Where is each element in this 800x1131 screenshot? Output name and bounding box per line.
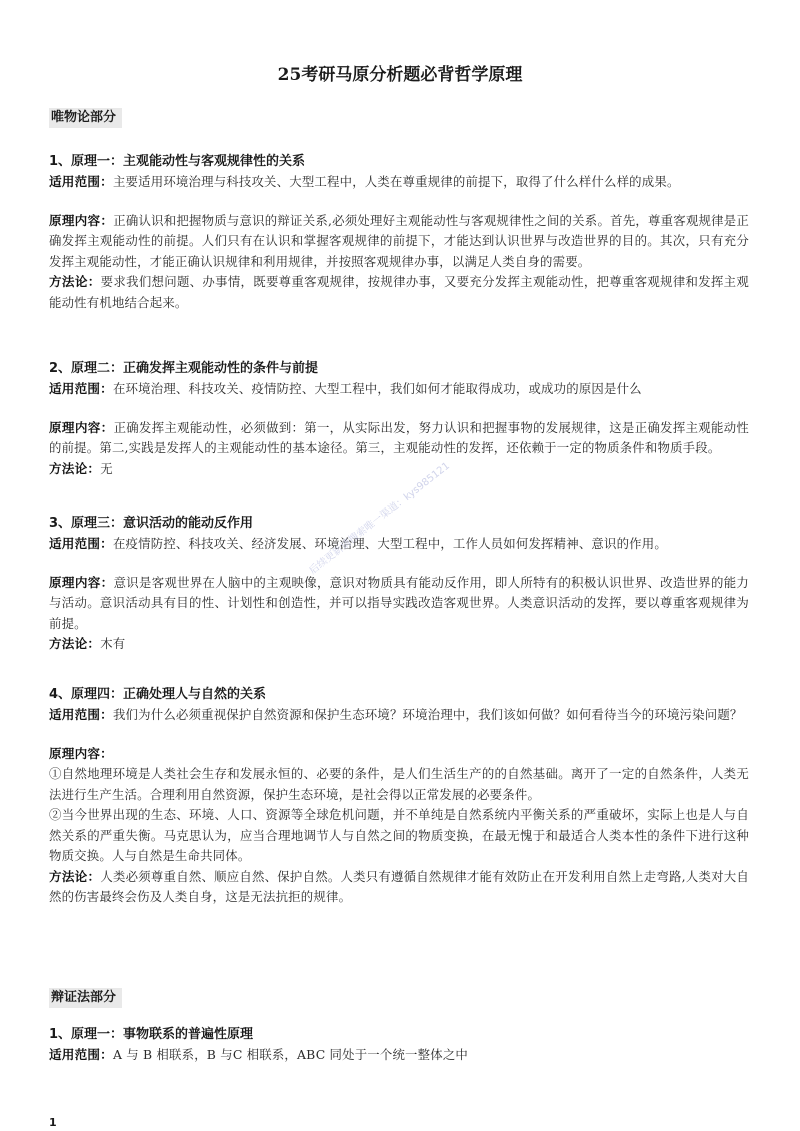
scope-label: 适用范围： bbox=[49, 1047, 113, 1062]
principle-method bbox=[49, 634, 749, 655]
principle-1 bbox=[49, 152, 749, 313]
method-label: 方法论： bbox=[49, 636, 101, 651]
page-number: 1 bbox=[49, 1116, 57, 1129]
content-label: 原理内容： bbox=[49, 574, 114, 590]
principle-4 bbox=[49, 685, 749, 908]
principle-heading: 1、原理一：主观能动性与客观规律性的关系 bbox=[49, 154, 306, 169]
method-text: 人类必须尊重自然、顺应自然、保护自然。人类只有遵循自然规律才能有效防止在开发利用自然上走弯路,人类对大自然的伤害最终会伤及人类自身，这是无法抗拒的规律。 bbox=[49, 868, 749, 904]
scope-text: 在环境治理、科技攻关、疫情防控、大型工程中，我们如何才能取得成功，或成功的原因是什么 bbox=[112, 381, 642, 396]
watermark-text: 后续更新请搜索唯一渠道：kys985121 bbox=[307, 460, 452, 577]
content-paragraph-2: ②当今世界出现的生态、环境、人口、资源等全球危机问题，并不单纯是自然系统内平衡关系的严重破坏，实际上也是人与自然关系的严重失衡。马克思认为，应当合理地调节人与自然之间的物质变换，在最无愧于和最适合人类本性的条件下进行这种物质交换。人与自然是生命共同体。 bbox=[49, 807, 749, 863]
principle-content bbox=[49, 573, 749, 635]
content-text: 意识是客观世界在人脑中的主观映像，意识对物质具有能动反作用，即人所特有的积极认识世界、改造世界的能力与活动。意识活动具有目的性、计划性和创造性，并可以指导实践改造客观世界。人类意识活动的发挥，要以尊重客观规律为前提。 bbox=[49, 574, 750, 631]
principle-scope bbox=[49, 705, 749, 726]
principle-content bbox=[49, 418, 749, 459]
section-tag-dialectics: 辩证法部分 bbox=[49, 988, 122, 1008]
principle-heading: 1、原理一：事物联系的普遍性原理 bbox=[49, 1027, 254, 1042]
principle-scope bbox=[49, 1045, 749, 1066]
dialectics-principle-1 bbox=[49, 1025, 749, 1066]
principle-3 bbox=[49, 514, 749, 655]
scope-text: 我们为什么必须重视保护自然资源和保护生态环境？环境治理中，我们该如何做？如何看待当今的环境污染问题？ bbox=[112, 707, 743, 722]
content-paragraph-1: ①自然地理环境是人类社会生存和发展永恒的、必要的条件，是人们生活生产的的自然基础。离开了一定的自然条件，人类无法进行生产生活。合理利用自然资源，保护生态环境，是社会得以正常发展的必要条件。 bbox=[49, 766, 749, 802]
scope-label: 适用范围： bbox=[49, 381, 113, 396]
scope-text: A 与 B 相联系，B 与C 相联系，ABC 同处于一个统一整体之中 bbox=[112, 1047, 469, 1062]
scope-label: 适用范围： bbox=[49, 707, 113, 722]
principle-content-header bbox=[49, 744, 749, 765]
method-label: 方法论： bbox=[49, 868, 101, 884]
principle-2 bbox=[49, 359, 749, 479]
principle-heading: 3、原理三：意识活动的能动反作用 bbox=[49, 516, 254, 531]
method-text: 要求我们想问题、办事情，既要尊重客观规律，按规律办事，又要充分发挥主观能动性，把尊重客观规律和发挥主观能动性有机地结合起来。 bbox=[49, 274, 749, 310]
scope-text: 主要适用环境治理与科技攻关、大型工程中，人类在尊重规律的前提下，取得了什么样什么样的成果。 bbox=[112, 174, 680, 189]
method-label: 方法论： bbox=[49, 274, 101, 289]
scope-label: 适用范围： bbox=[49, 174, 113, 189]
scope-text: 在疫情防控、科技攻关、经济发展、环境治理、大型工程中，工作人员如何发挥精神、意识的作用。 bbox=[112, 536, 667, 551]
principle-scope bbox=[49, 534, 749, 555]
method-text: 木有 bbox=[100, 636, 126, 651]
principle-content bbox=[49, 211, 749, 273]
scope-label: 适用范围： bbox=[49, 536, 113, 551]
content-label: 原理内容： bbox=[49, 419, 114, 435]
method-text: 无 bbox=[100, 460, 113, 476]
principle-scope bbox=[49, 379, 749, 400]
content-text: 正确发挥主观能动性，必须做到：第一，从实际出发，努力认识和把握事物的发展规律，这是正确发挥主观能动性的前提。第二,实践是发挥人的主观能动性的基本途径。第三，主观能动性的发挥，还依赖于一定的物质条件和物质手段。 bbox=[49, 419, 750, 455]
content-label: 原理内容： bbox=[49, 745, 113, 761]
content-text: 正确认识和把握物质与意识的辩证关系,必须处理好主观能动性与客观规律性之间的关系。首先，尊重客观规律是正确发挥主观能动性的前提。人们只有在认识和掌握客观规律的前提下，才能达到认识世界与改造世界的目的。其次，只有充分发挥主观能动性，才能正确认识规律和利用规律，并按照客观规律办事，以满足人类自身的需要。 bbox=[49, 212, 750, 269]
principle-scope bbox=[49, 172, 749, 193]
method-label: 方法论： bbox=[49, 460, 101, 476]
section-tag-materialism: 唯物论部分 bbox=[49, 108, 122, 128]
principle-heading: 4、原理四：正确处理人与自然的关系 bbox=[49, 687, 267, 702]
principle-method bbox=[49, 867, 749, 908]
content-label: 原理内容： bbox=[49, 212, 114, 228]
principle-method bbox=[49, 459, 749, 480]
document-title: 25考研马原分析题必背哲学原理 bbox=[277, 65, 523, 85]
principle-method bbox=[49, 272, 749, 313]
principle-heading: 2、原理二：正确发挥主观能动性的条件与前提 bbox=[49, 361, 319, 376]
